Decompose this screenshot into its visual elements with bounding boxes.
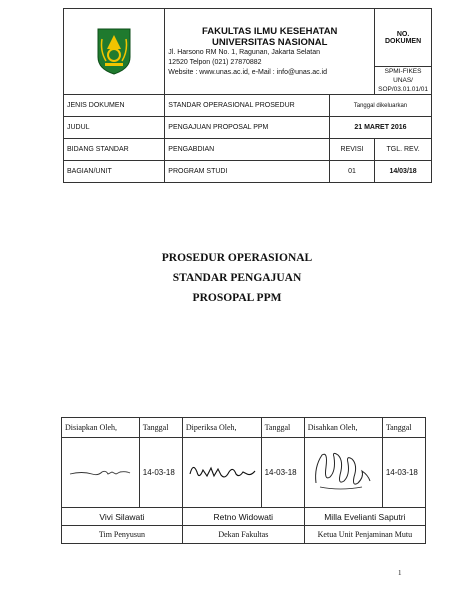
approved-signature-cell: [304, 438, 382, 508]
university-name: UNIVERSITAS NASIONAL: [212, 36, 328, 48]
address-line-1: Jl. Harsono RM No. 1, Ragunan, Jakarta Selatan: [168, 48, 321, 56]
prepared-by-label: Disiapkan Oleh,: [62, 418, 140, 438]
approved-date: 14-03-18: [382, 438, 425, 508]
revision-date-label: TGL. REV.: [375, 139, 432, 161]
page-number: 1: [398, 569, 402, 577]
doc-no-value: SPMI-FIKES UNAS/ SOP/03.01.01/01: [375, 67, 432, 95]
approval-table: [61, 417, 426, 544]
approved-date-label: Tanggal: [382, 418, 425, 438]
document-title-line-2: STANDAR PENGAJUAN: [172, 272, 302, 284]
university-logo-icon: [94, 27, 134, 75]
checker-name: Retno Widowati: [182, 508, 304, 526]
doc-no-label: NO. DOKUMEN: [375, 9, 432, 67]
revision-value: 01: [329, 161, 374, 183]
preparer-name: Vivi Silawati: [62, 508, 183, 526]
meta-label: BIDANG STANDAR: [64, 139, 165, 161]
meta-value: PROGRAM STUDI: [165, 161, 330, 183]
issue-date-label: Tanggal dikeluarkan: [329, 95, 431, 117]
checked-date-label: Tanggal: [261, 418, 304, 438]
faculty-name: FAKULTAS ILMU KESEHATAN: [201, 25, 338, 37]
signature-image: [187, 458, 257, 486]
meta-value: PENGAJUAN PROPOSAL PPM: [165, 117, 330, 139]
signature-image: [310, 447, 376, 497]
meta-value: PENGABDIAN: [165, 139, 330, 161]
document-title-line-1: PROSEDUR OPERASIONAL: [161, 252, 313, 264]
meta-label: BAGIAN/UNIT: [64, 161, 165, 183]
institution-cell: [165, 9, 375, 95]
meta-label: JUDUL: [64, 117, 165, 139]
checked-signature-cell: [182, 438, 261, 508]
approver-name: Milla Evelianti Saputri: [304, 508, 425, 526]
signature-image: [68, 462, 132, 482]
prepared-date: 14-03-18: [139, 438, 182, 508]
meta-label: JENIS DOKUMEN: [64, 95, 165, 117]
prepared-date-label: Tanggal: [139, 418, 182, 438]
approver-role: Ketua Unit Penjaminan Mutu: [304, 526, 425, 544]
meta-value: STANDAR OPERASIONAL PROSEDUR: [165, 95, 330, 117]
issue-date-value: 21 MARET 2016: [329, 117, 431, 139]
checked-by-label: Diperiksa Oleh,: [182, 418, 261, 438]
address-line-2: 12520 Telpon (021) 27870882: [168, 58, 262, 66]
document-header-table: [63, 8, 432, 183]
document-title-line-3: PROSOPAL PPM: [192, 292, 282, 304]
website-email: Website : www.unas.ac.id, e-Mail : info@unas.ac.id: [168, 68, 327, 76]
checker-role: Dekan Fakultas: [182, 526, 304, 544]
revision-label: REVISI: [329, 139, 374, 161]
logo-cell: [64, 9, 165, 95]
checked-date: 14-03-18: [261, 438, 304, 508]
approved-by-label: Disahkan Oleh,: [304, 418, 382, 438]
preparer-role: Tim Penyusun: [62, 526, 183, 544]
revision-date-value: 14/03/18: [375, 161, 432, 183]
prepared-signature-cell: [62, 438, 140, 508]
